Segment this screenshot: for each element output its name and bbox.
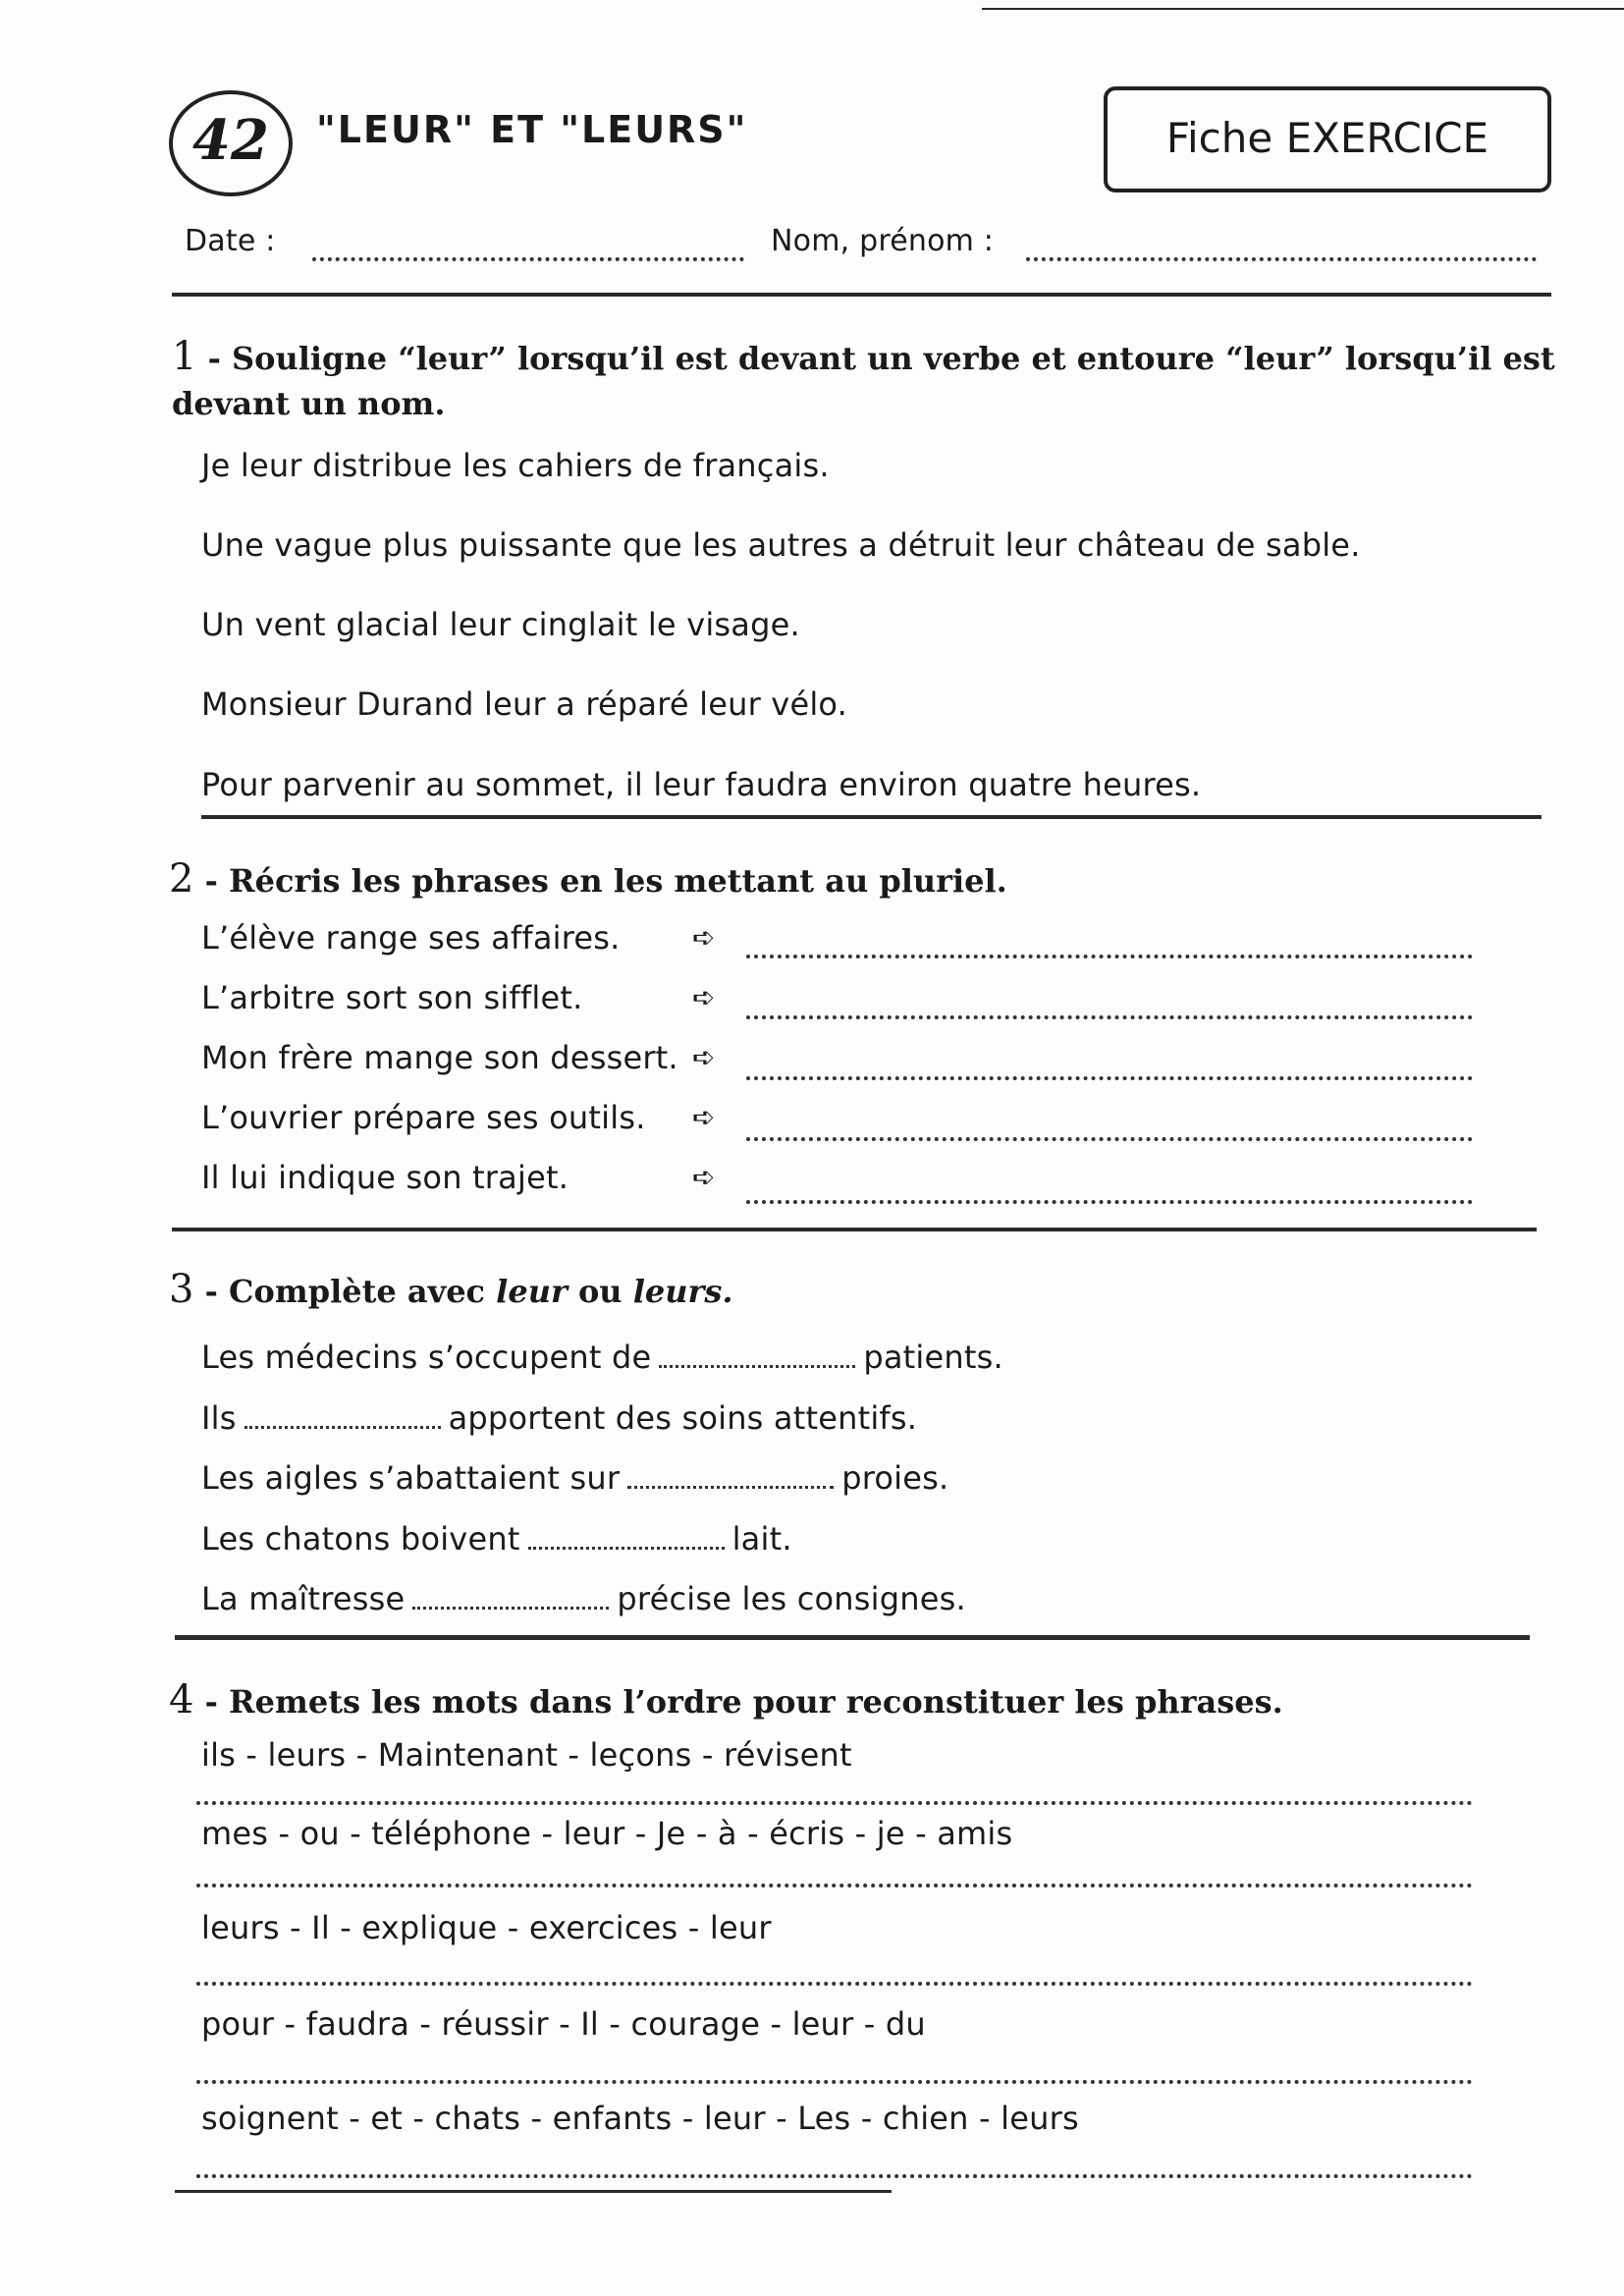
ex2-sentence: Il lui indique son trajet. — [201, 1159, 569, 1196]
ex3-row-after: patients. — [863, 1339, 1003, 1376]
ex2-sentence: L’arbitre sort son sifflet. — [201, 979, 583, 1016]
ex4-answer-line[interactable] — [196, 2080, 1473, 2084]
ex1-sentence: Je leur distribue les cahiers de français. — [201, 447, 830, 484]
ex3-row — [201, 1580, 966, 1617]
ex3-instruction-italic: leur — [496, 1273, 568, 1310]
ex3-row-before: Les chatons boivent — [201, 1520, 520, 1558]
ex4-item: ils - leurs - Maintenant - leçons - révisent — [201, 1736, 852, 1774]
ex2-answer-line[interactable] — [746, 1076, 1473, 1080]
ex1-sentence: Une vague plus puissante que les autres a détruit leur château de sable. — [201, 526, 1361, 564]
ex1-sentence: Un vent glacial leur cinglait le visage. — [201, 606, 800, 643]
ex3-row-after: précise les consignes. — [617, 1580, 966, 1617]
arrow-icon: ➪ — [692, 1161, 716, 1193]
ex3-instruction-part: ou — [567, 1273, 633, 1310]
ex3-number: 3 — [169, 1267, 194, 1312]
section-divider — [201, 815, 1542, 819]
ex1-sentence: Pour parvenir au sommet, il leur faudra environ quatre heures. — [201, 766, 1202, 803]
ex3-row-before: Les aigles s’abattaient sur — [201, 1459, 621, 1497]
fiche-box — [1104, 86, 1551, 192]
arrow-icon: ➪ — [692, 981, 716, 1013]
arrow-icon: ➪ — [692, 921, 716, 954]
exercise-number-badge — [169, 90, 293, 196]
ex2-answer-line[interactable] — [746, 955, 1473, 958]
ex3-blank[interactable] — [412, 1607, 609, 1610]
ex4-item: leurs - Il - explique - exercices - leur — [201, 1909, 772, 1946]
ex3-row-after: lait. — [731, 1520, 792, 1558]
ex3-row-before: La maîtresse — [201, 1580, 406, 1617]
section-divider — [172, 1228, 1537, 1231]
ex3-blank[interactable] — [659, 1365, 855, 1368]
ex4-answer-line[interactable] — [196, 1884, 1473, 1887]
ex2-answer-line[interactable] — [746, 1200, 1473, 1204]
ex3-row-after: proies. — [841, 1459, 949, 1497]
badge-number: 42 — [192, 108, 269, 173]
top-rule — [982, 8, 1624, 10]
ex2-answer-line[interactable] — [746, 1015, 1473, 1019]
ex3-blank[interactable] — [627, 1486, 834, 1489]
name-label: Nom, prénom : — [771, 224, 995, 258]
ex2-sentence: L’élève range ses affaires. — [201, 919, 621, 957]
ex2-instruction-text: - Récris les phrases en les mettant au pluriel. — [193, 862, 1007, 900]
ex3-row-before: Les médecins s’occupent de — [201, 1339, 652, 1376]
ex3-row-after: apportent des soins attentifs. — [448, 1399, 918, 1437]
date-field[interactable] — [312, 257, 744, 261]
ex3-row — [201, 1339, 1003, 1376]
ex4-number: 4 — [169, 1677, 194, 1722]
ex1-sentence: Monsieur Durand leur a réparé leur vélo. — [201, 685, 848, 723]
name-field[interactable] — [1026, 257, 1537, 261]
ex3-blank[interactable] — [528, 1547, 725, 1550]
ex4-item: mes - ou - téléphone - leur - Je - à - écris - je - amis — [201, 1815, 1013, 1852]
section-divider — [172, 293, 1551, 297]
ex1-instruction — [172, 334, 1566, 426]
page-title: "LEUR" ET "LEURS" — [316, 108, 748, 151]
ex3-row-before: Ils — [201, 1399, 237, 1437]
ex4-item: pour - faudra - réussir - Il - courage - leur - du — [201, 2005, 926, 2043]
section-divider — [175, 1635, 1530, 1640]
ex2-number: 2 — [169, 856, 194, 902]
ex4-answer-line[interactable] — [196, 1801, 1473, 1805]
ex4-answer-line[interactable] — [196, 1982, 1473, 1986]
ex1-instruction-line1: - Souligne “leur” lorsqu’il est devant un verbe et entoure “leur” lorsqu’il est — [196, 340, 1555, 377]
ex1-instruction-line2: devant un nom. — [172, 385, 446, 422]
ex2-instruction — [169, 856, 1007, 902]
ex4-instruction — [169, 1677, 1283, 1722]
ex2-sentence: Mon frère mange son dessert. — [201, 1039, 678, 1076]
ex1-number: 1 — [172, 334, 197, 379]
ex4-item: soignent - et - chats - enfants - leur - Les - chien - leurs — [201, 2100, 1079, 2137]
bottom-rule — [175, 2190, 892, 2193]
fiche-label: Fiche EXERCICE — [1165, 114, 1489, 162]
ex4-instruction-text: - Remets les mots dans l’ordre pour reconstituer les phrases. — [193, 1683, 1283, 1721]
ex3-instruction — [169, 1267, 733, 1312]
arrow-icon: ➪ — [692, 1041, 716, 1073]
ex2-answer-line[interactable] — [746, 1137, 1473, 1141]
date-label: Date : — [185, 224, 276, 258]
ex3-row — [201, 1520, 792, 1558]
ex3-instruction-part: - Complète avec — [193, 1273, 497, 1310]
ex3-row — [201, 1399, 917, 1437]
ex2-sentence: L’ouvrier prépare ses outils. — [201, 1099, 646, 1136]
ex3-blank[interactable] — [244, 1426, 441, 1429]
arrow-icon: ➪ — [692, 1101, 716, 1133]
ex4-answer-line[interactable] — [196, 2174, 1473, 2178]
ex3-row — [201, 1459, 948, 1497]
ex3-instruction-italic: leurs. — [632, 1273, 733, 1310]
